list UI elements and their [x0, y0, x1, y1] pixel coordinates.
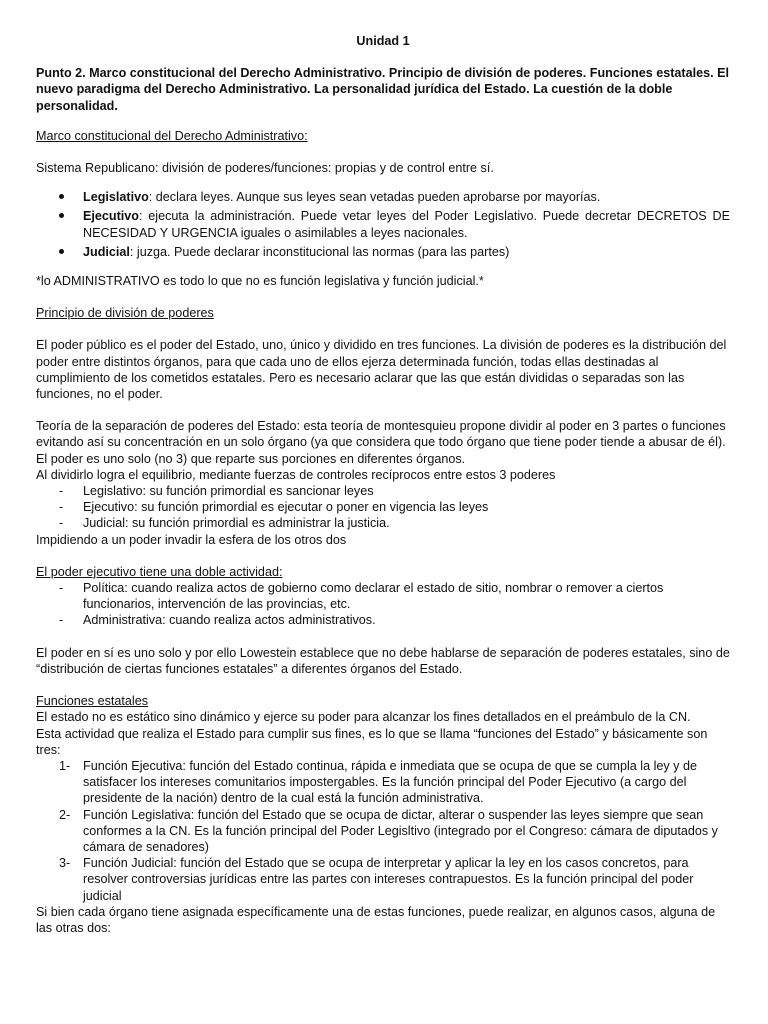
- bullet-text: : ejecuta la administración. Puede vetar leyes del Poder Legislativo. Puede decretar DECRETOS DE NECESIDAD Y URGENCIA iguales o asimilables a leyes nacionales.: [83, 209, 730, 240]
- document-page: [36, 33, 730, 936]
- list-item: - Ejecutivo: su función primordial es ejecutar o poner en vigencia las leyes: [83, 499, 730, 515]
- paragraph-sistema: Sistema Republicano: división de poderes/funciones: propias y de control entre sí.: [36, 161, 494, 176]
- list-item: [83, 189, 730, 205]
- bullet-text: : juzga. Puede declarar inconstitucional las normas (para las partes): [129, 244, 510, 259]
- list-item: [59, 758, 730, 807]
- section-heading-division: Principio de división de poderes: [36, 306, 214, 321]
- paragraph-estado-dinamico: El estado no es estático sino dinámico y ejerce su poder para alcanzar los fines detallados en el preámbulo de la CN.: [36, 710, 691, 725]
- list-item: - Política: cuando realiza actos de gobierno como declarar el estado de sitio, nombrar o remover a ciertos funcionarios, intervención de las provincias, etc.: [83, 580, 730, 612]
- paragraph-impidiendo: Impidiendo a un poder invadir la esfera de los otros dos: [36, 532, 347, 547]
- activity-dash-list: [36, 580, 730, 629]
- list-item: [83, 208, 730, 240]
- list-item: [59, 855, 730, 904]
- list-number: 3-: [59, 856, 71, 871]
- list-number: 1-: [59, 758, 71, 773]
- list-text: Función Ejecutiva: función del Estado continua, rápida e inmediata que se ocupa de que se cumpla la ley y de satisfacer los intereses comunitarios impostergables. Es la función principal del Poder Ejecutivo (a cargo del presidente de la nación) dentro de la cual está la función administrativa.: [83, 758, 697, 806]
- paragraph-actividad: Esta actividad que realiza el Estado para cumplir sus fines, es lo que se llama “funciones del Estado” y básicamente son tres:: [36, 726, 708, 757]
- powers-bullet-list: [36, 189, 730, 260]
- page-title: Unidad 1: [356, 34, 410, 48]
- powers-dash-list: [36, 483, 730, 532]
- list-item: - Legislativo: su función primordial es sancionar leyes: [83, 483, 730, 499]
- note-administrativo: *lo ADMINISTRATIVO es todo lo que no es función legislativa y función judicial.*: [36, 274, 484, 289]
- paragraph-teoria: Teoría de la separación de poderes del Estado: esta teoría de montesquieu propone dividir al poder en 3 partes o funciones evitando así su concentración en un solo órgano (ya que considera que todo órgano que tiene poder tiende a abusar de él). El poder es uno solo (no 3) que reparte sus porciones en diferentes órganos.: [36, 419, 726, 466]
- paragraph-si-bien: Si bien cada órgano tiene asignada específicamente una de estas funciones, puede realizar, en algunos casos, alguna de las otras dos:: [36, 904, 716, 935]
- bullet-term: Legislativo: [83, 190, 149, 205]
- section-heading-funciones: Funciones estatales: [36, 694, 149, 709]
- list-item: - Administrativa: cuando realiza actos administrativos.: [83, 612, 730, 628]
- list-item: - Judicial: su función primordial es administrar la justicia.: [83, 515, 730, 531]
- paragraph-equilibrio: Al dividirlo logra el equilibrio, mediante fuerzas de controles recíprocos entre estos 3 poderes: [36, 467, 556, 482]
- bullet-text: : declara leyes. Aunque sus leyes sean vetadas pueden aprobarse por mayorías.: [148, 190, 601, 205]
- intro-paragraph: Punto 2. Marco constitucional del Derecho Administrativo. Principio de división de poderes. Funciones estatales. El nuevo paradigma del Derecho Administrativo. La personalidad jurídica del Estado. La cuestión de la doble personalidad.: [36, 66, 730, 113]
- section-heading-marco: Marco constitucional del Derecho Administrativo:: [36, 128, 308, 143]
- bullet-term: Ejecutivo: [83, 209, 139, 224]
- paragraph-lowestein: El poder en sí es uno solo y por ello Lowestein establece que no debe hablarse de separación de poderes estatales, sino de “distribución de ciertas funciones estatales” a diferentes órganos del Estado.: [36, 645, 730, 676]
- list-text: Función Judicial: función del Estado que se ocupa de interpretar y aplicar la ley en los casos concretos, para resolver controversias jurídicas entre las partes con intereses contrapuestos. Es la función principal del poder judicial: [83, 856, 694, 903]
- list-number: 2-: [59, 807, 71, 822]
- bullet-term: Judicial: [83, 244, 130, 259]
- list-item: [83, 244, 730, 260]
- list-text: Función Legislativa: función del Estado que se ocupa de dictar, alterar o suspender las leyes siempre que sean conformes a la CN. Es la función principal del Poder Legisltivo (integrado por el Congreso: cámara de diputados y cámara de senadores): [83, 807, 718, 854]
- list-item: [59, 807, 730, 856]
- section-heading-ejecutivo: El poder ejecutivo tiene una doble actividad:: [36, 564, 283, 579]
- functions-numbered-list: [36, 758, 730, 904]
- paragraph-poder-publico: El poder público es el poder del Estado, uno, único y dividido en tres funciones. La división de poderes es la distribución del poder entre distintos órganos, para que cada uno de ellos ejerza determinada función, todas ellas destinadas al cumplimiento de los cometidos estatales. Pero es necesario aclarar que las que están divididas o separadas son las funciones, no el poder.: [36, 338, 727, 402]
